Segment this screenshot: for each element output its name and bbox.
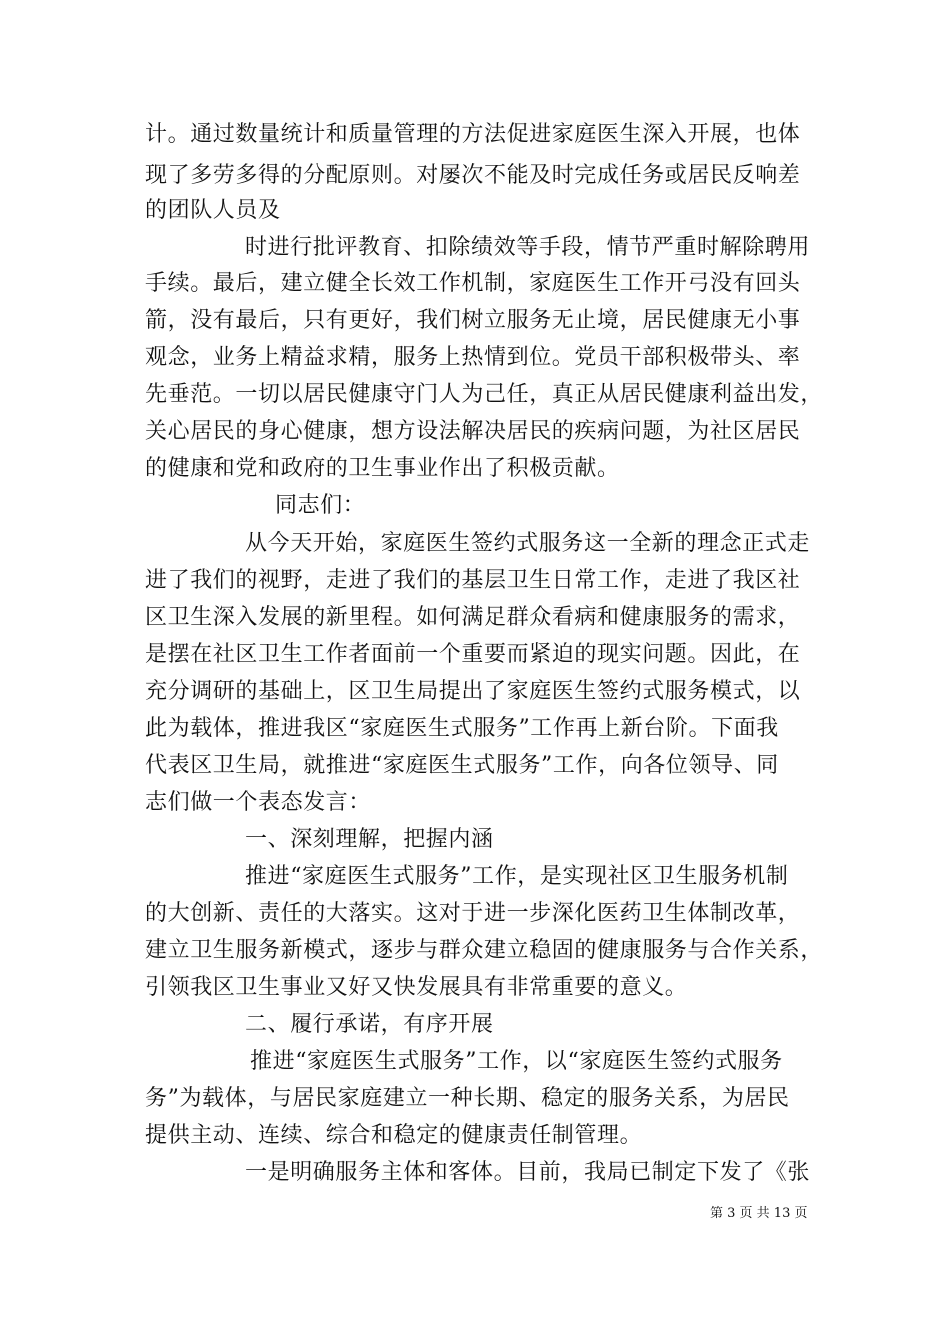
text-line-27: 务”为载体，与居民家庭建立一种长期、稳定的服务关系，为居民: [145, 1086, 790, 1111]
text-line-4: 时进行批评教育、扣除绩效等手段，情节严重时解除聘用: [245, 235, 811, 260]
page-number-footer: 第 3 页 共 13 页: [710, 1206, 808, 1221]
text-line-3: 的团队人员及: [145, 198, 281, 223]
text-line-28: 提供主动、连续、综合和稳定的健康责任制管理。: [145, 1123, 643, 1148]
text-line-29: 一是明确服务主体和客体。目前，我局已制定下发了《张: [245, 1160, 811, 1185]
text-line-13: 进了我们的视野，走进了我们的基层卫生日常工作，走进了我区社: [145, 568, 801, 593]
text-line-22: 的大创新、责任的大落实。这对于进一步深化医药卫生体制改革，: [145, 901, 801, 926]
text-line-10: 的健康和党和政府的卫生事业作出了积极贡献。: [145, 456, 620, 481]
text-line-26: 推进“家庭医生式服务”工作，以“家庭医生签约式服务: [250, 1049, 783, 1074]
text-line-7: 观念，业务上精益求精，服务上热情到位。党员干部积极带头、率: [145, 345, 801, 370]
text-line-24: 引领我区卫生事业又好又快发展具有非常重要的意义。: [145, 975, 688, 1000]
text-line-16: 充分调研的基础上，区卫生局提出了家庭医生签约式服务模式，以: [145, 679, 801, 704]
text-line-17: 此为载体，推进我区“家庭医生式服务”工作再上新台阶。下面我: [145, 716, 779, 741]
text-line-12: 从今天开始，家庭医生签约式服务这一全新的理念正式走: [245, 531, 811, 556]
text-line-14: 区卫生深入发展的新里程。如何满足群众看病和健康服务的需求，: [145, 605, 801, 630]
text-line-9: 关心居民的身心健康，想方设法解决居民的疾病问题，为社区居民: [145, 419, 801, 444]
text-line-15: 是摆在社区卫生工作者面前一个重要而紧迫的现实问题。因此，在: [145, 642, 801, 667]
text-line-6: 箭，没有最后，只有更好，我们树立服务无止境，居民健康无小事: [145, 308, 801, 333]
text-line-1: 计。通过数量统计和质量管理的方法促进家庭医生深入开展，也体: [145, 122, 801, 147]
text-line-18: 代表区卫生局，就推进“家庭医生式服务”工作，向各位领导、同: [145, 753, 779, 778]
text-line-5: 手续。最后，建立健全长效工作机制，家庭医生工作开弓没有回头: [145, 271, 801, 296]
section-heading-2: 二、履行承诺，有序开展: [245, 1012, 494, 1037]
text-line-19: 志们做一个表态发言：: [145, 790, 372, 815]
greeting-line: 同志们：: [275, 493, 366, 518]
text-line-21: 推进“家庭医生式服务”工作，是实现社区卫生服务机制: [245, 864, 789, 889]
text-line-23: 建立卫生服务新模式，逐步与群众建立稳固的健康服务与合作关系，: [145, 938, 824, 963]
section-heading-1: 一、深刻理解，把握内涵: [245, 827, 494, 852]
text-line-8: 先垂范。一切以居民健康守门人为己任，真正从居民健康利益出发，: [145, 382, 824, 407]
text-line-2: 现了多劳多得的分配原则。对屡次不能及时完成任务或居民反响差: [145, 163, 801, 188]
